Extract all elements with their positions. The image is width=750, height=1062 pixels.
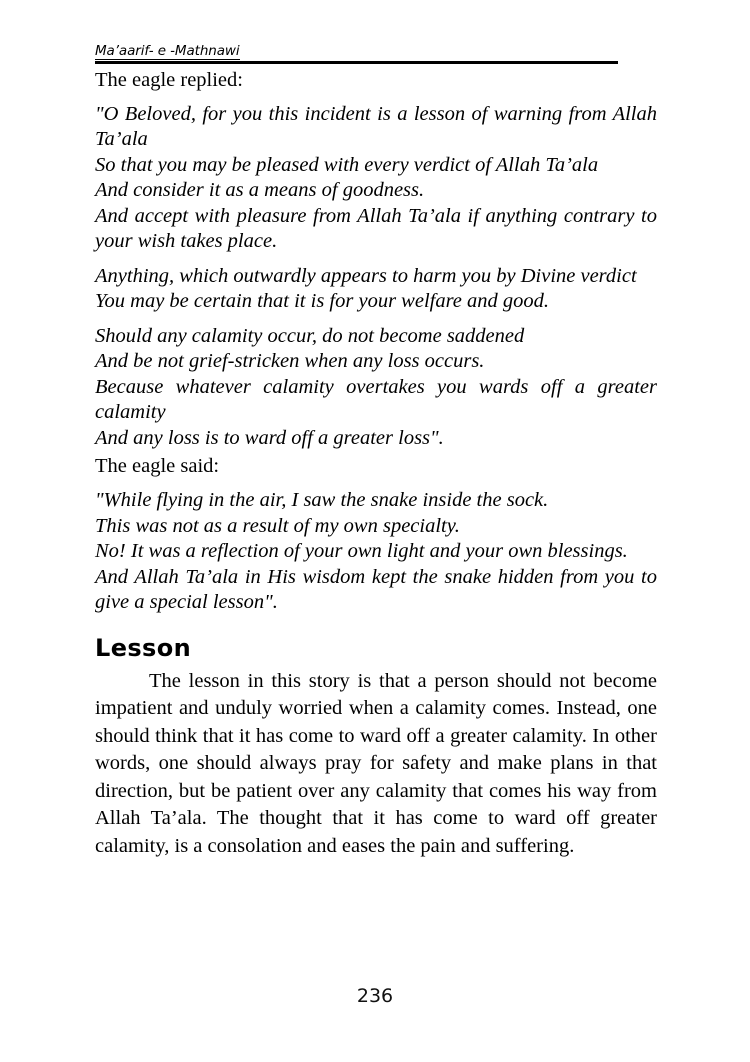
verse-line: And accept with pleasure from Allah Ta’ala if anything contrary to your wish takes place. (95, 204, 657, 253)
speaker-line: The eagle said: (95, 455, 220, 478)
section-heading-lesson: Lesson (95, 633, 192, 662)
verse-line: So that you may be pleased with every verdict of Allah Ta’ala (95, 153, 599, 176)
speaker-line: The eagle replied: (95, 68, 243, 91)
header-divider-rule (95, 61, 618, 64)
verse-line: And consider it as a means of goodness. (95, 179, 425, 202)
verse-stanza (95, 102, 657, 255)
verse-line: Because whatever calamity overtakes you wards off a greater calamity (95, 375, 657, 424)
page-number: 236 (356, 985, 394, 1007)
running-header-title: Ma’aarif- e -Mathnawi (95, 43, 240, 59)
running-header (95, 42, 657, 64)
verse-line: No! It was a reflection of your own light and your own blessings. (95, 540, 628, 563)
verse-line: "O Beloved, for you this incident is a lesson of warning from Allah Ta’ala (95, 102, 657, 151)
verse-stanza (95, 264, 657, 315)
body-text-container (95, 68, 657, 861)
verse-line: And Allah Ta’ala in His wisdom kept the snake hidden from you to give a special lesson". (95, 565, 657, 614)
verse-line: And be not grief-stricken when any loss occurs. (95, 350, 485, 373)
verse-line: You may be certain that it is for your welfare and good. (95, 290, 550, 313)
prose-paragraph: The lesson in this story is that a person should not become impatient and unduly worried when a calamity comes. Instead, one should think that it has come to ward off a greater calamity. In other words, one should always pray for safety and make plans in that direction, but be patient over any calamity that comes his way from Allah Ta’ala. The thought that it has come to ward off greater calamity, is a consolation and eases the pain and suffering. (95, 669, 657, 857)
verse-line: This was not as a result of my own specialty. (95, 514, 460, 537)
page-content (95, 42, 657, 860)
verse-line: Should any calamity occur, do not become saddened (95, 324, 525, 347)
verse-line: And any loss is to ward off a greater loss". (95, 426, 444, 449)
verse-line: "While flying in the air, I saw the snake inside the sock. (95, 489, 549, 512)
verse-stanza (95, 324, 657, 452)
verse-line: Anything, which outwardly appears to harm you by Divine verdict (95, 264, 637, 287)
verse-stanza (95, 488, 657, 616)
